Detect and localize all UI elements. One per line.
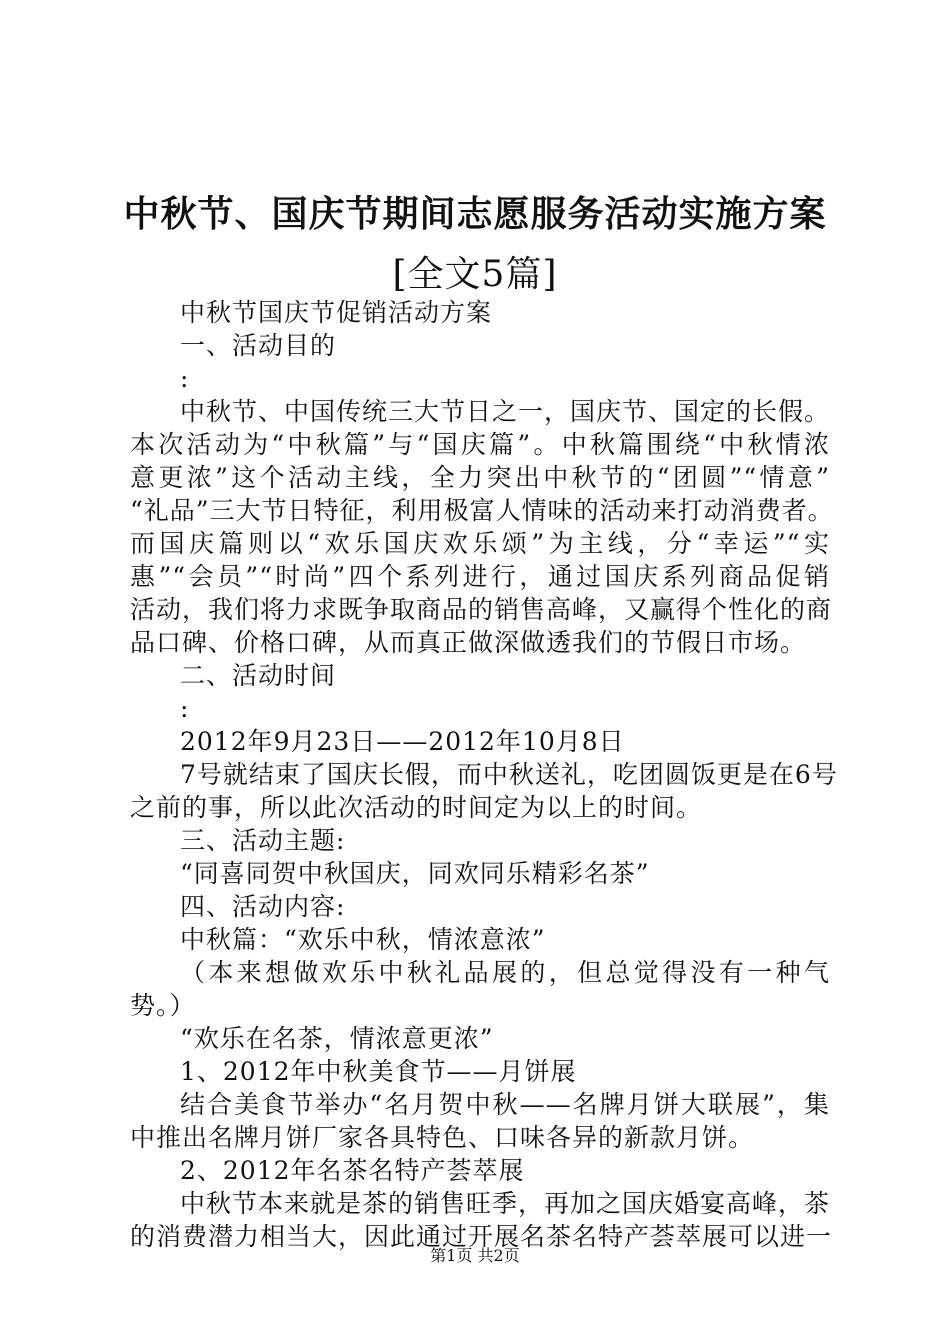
text-line: 中秋节本来就是茶的销售旺季，再加之国庆婚宴高峰，茶 <box>180 1189 831 1218</box>
text-line: 活动，我们将力求既争取商品的销售高峰，又赢得个性化的商 <box>130 595 833 624</box>
text-line: 品口碑、价格口碑，从而真正做深做透我们的节假日市场。 <box>130 628 807 657</box>
text-line: “同喜同贺中秋国庆，同欢同乐精彩名茶” <box>180 859 650 888</box>
text-line: 2、2012年名茶名特产荟萃展 <box>180 1156 525 1185</box>
text-line: 意更浓”这个活动主线，全力突出中秋节的“团圆”“情意” <box>130 463 830 492</box>
text-line: 惠”“会员”“时尚”四个系列进行，通过国庆系列商品促销 <box>130 562 830 591</box>
section-heading: 一、活动目的 <box>180 331 337 360</box>
text-line: 势。） <box>130 991 196 1020</box>
text-line: 的消费潜力相当大，因此通过开展名茶名特产荟萃展可以进一 <box>130 1222 833 1251</box>
text-line: 2012年9月23日——2012年10月8日 <box>180 727 625 756</box>
section-heading: 四、活动内容: <box>180 892 346 921</box>
page-footer: 第1页 共2页 <box>430 1246 520 1265</box>
document-body <box>130 296 838 1253</box>
text-line: 中秋节国庆节促销活动方案 <box>180 298 493 327</box>
text-line: : <box>180 694 190 723</box>
section-heading: 二、活动时间 <box>180 661 337 690</box>
text-line: 中秋节、中国传统三大节日之一，国庆节、国定的长假。 <box>180 397 831 426</box>
text-line: 而国庆篇则以“欢乐国庆欢乐颂”为主线，分“幸运”“实 <box>130 529 830 558</box>
text-line: （本来想做欢乐中秋礼品展的，但总觉得没有一种气 <box>180 958 830 987</box>
section-heading: 三、活动主题: <box>180 826 346 855</box>
text-line: 之前的事，所以此次活动的时间定为以上的时间。 <box>130 793 703 822</box>
text-line: “欢乐在名茶，情浓意更浓” <box>180 1024 494 1053</box>
text-line: 本次活动为“中秋篇”与“国庆篇”。中秋篇围绕“中秋情浓 <box>130 430 830 459</box>
document-title: 中秋节、国庆节期间志愿服务活动实施方案 <box>123 193 827 235</box>
text-line: 结合美食节举办“名月贺中秋——名牌月饼大联展”，集 <box>180 1090 830 1119</box>
text-line: 中推出名牌月饼厂家各具特色、口味各异的新款月饼。 <box>130 1123 755 1152</box>
text-line: : <box>180 364 190 393</box>
text-line: 中秋篇：“欢乐中秋，情浓意浓” <box>180 925 546 954</box>
document-subtitle: [全文5篇] <box>392 254 558 295</box>
text-line: “礼品”三大节日特征，利用极富人情味的活动来打动消费者。 <box>130 496 834 525</box>
text-line: 1、2012年中秋美食节——月饼展 <box>180 1057 577 1086</box>
text-line: 7号就结束了国庆长假，而中秋送礼，吃团圆饭更是在6号 <box>180 760 838 789</box>
